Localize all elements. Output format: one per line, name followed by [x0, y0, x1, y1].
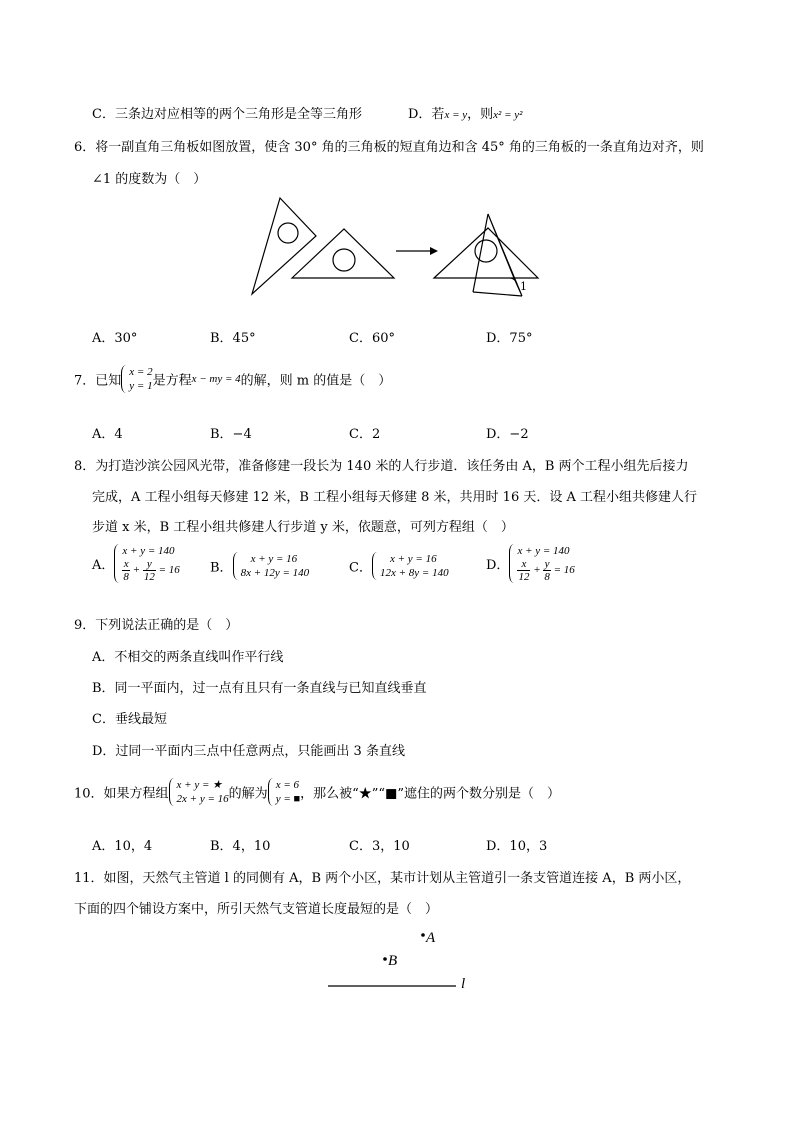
q8-option-d-row1: x + y = 140: [517, 545, 570, 557]
q8-stem-line2: 完成，A 工程小组每天修建 12 米，B 工程小组每天修建 8 米，共用时 16 天．设 A 工程小组共修建人行: [92, 490, 698, 505]
q7-option-a: A．4: [92, 427, 123, 442]
plus-sign: +: [132, 564, 141, 577]
frac-numerator: x: [517, 558, 530, 571]
q8-option-c: [349, 552, 449, 580]
q10-sys2-row2: y = ■: [275, 793, 301, 805]
q6-triangle-figure: [240, 192, 550, 300]
q5-option-d-prefix: D．若: [408, 107, 445, 122]
set-square-30: [252, 198, 316, 294]
q8-option-d: [486, 544, 575, 583]
equals-value: = 16: [553, 564, 575, 577]
q8-option-b-system: [233, 552, 310, 580]
q7-option-b: B．−4: [210, 427, 252, 442]
q9-option-a: A．不相交的两条直线叫作平行线: [92, 650, 284, 665]
q8-option-a-label: A．: [92, 558, 115, 573]
q6-stem-line1: 6．将一副直角三角板如图放置，使含 30° 角的三角板的短直角边和含 45° 角的三角板的一条直角边对齐，则: [74, 140, 704, 155]
combined-30-base: [473, 292, 522, 296]
frac-numerator: y: [143, 558, 156, 571]
q5-option-d: [408, 103, 522, 122]
q8-option-c-label: C．: [349, 560, 372, 576]
q8-option-c-row2: 12x + 8y = 140: [379, 567, 449, 579]
q7-option-c: C．2: [349, 427, 381, 442]
q7-sys-row2: y = 1: [129, 380, 153, 392]
q7-suffix: 的解，则 m 的值是（ ）: [240, 373, 392, 389]
q10-sys1-row2: 2x + y = 16: [176, 793, 229, 805]
set-square-30-hole: [278, 223, 298, 243]
q8-option-d-system: [509, 544, 574, 583]
q8-option-b-row1: x + y = 16: [250, 553, 298, 565]
frac-denominator: 12: [143, 571, 155, 583]
q10-option-b: B．4，10: [210, 839, 271, 854]
equals-value: = 16: [158, 564, 180, 577]
q10-solution-system: [268, 778, 300, 806]
q9-option-c: C．垂线最短: [92, 712, 167, 727]
q6-option-d: D．75°: [486, 331, 533, 346]
frac-numerator: x: [123, 558, 129, 570]
q7-stem: [74, 365, 391, 393]
combined-45-square: [434, 228, 538, 278]
q10-option-c: C．3，10: [349, 839, 410, 854]
q8-option-b-row2: 8x + 12y = 140: [240, 567, 310, 579]
q7-sys-row1: x = 2: [129, 366, 153, 378]
q8-option-a-system: [114, 544, 179, 583]
point-a-label: A: [426, 930, 436, 946]
q8-option-c-row1: x + y = 16: [389, 553, 437, 565]
q10-option-a: A．10，4: [92, 839, 153, 854]
q5-option-d-condition: x = y: [444, 109, 468, 121]
q6-stem-line2: ∠1 的度数为（ ）: [92, 172, 207, 187]
q8-option-d-label: D．: [486, 558, 510, 573]
q10-sys2-row1: x = 6: [275, 779, 299, 791]
q5-option-c: C．三条边对应相等的两个三角形是全等三角形: [92, 107, 362, 122]
arrow-head-icon: [430, 247, 438, 255]
q10-suffix: ，那么被“★”“■”遮住的两个数分别是（ ）: [300, 786, 561, 802]
point-b-dot: [383, 957, 387, 961]
q8-option-b: [210, 552, 309, 580]
q8-option-b-label: B．: [210, 560, 233, 576]
q6-option-c: C．60°: [349, 331, 395, 346]
set-square-45-hole: [333, 249, 355, 271]
q8-option-a-row1: x + y = 140: [122, 545, 175, 557]
q7-prefix: 7．已知: [74, 373, 122, 389]
q7-equation: x − my = 4: [191, 373, 241, 385]
q8-stem-line1: 8．为打造沙滨公园风光带，准备修建一段长为 140 米的人行步道．该任务由 A，B 两个工程小组先后接力: [74, 459, 689, 474]
frac-denominator: 8: [544, 571, 550, 583]
q7-solution-system: [121, 365, 152, 393]
q8-option-a: [92, 544, 180, 583]
q10-middle: 的解为: [228, 786, 268, 802]
q5-option-d-result: x² = y²: [493, 109, 523, 121]
q6-option-a: A．30°: [92, 331, 138, 346]
q10-option-d: D．10，3: [486, 839, 548, 854]
point-a-dot: [421, 933, 425, 937]
q10-sys1-row1: x + y = ★: [176, 779, 223, 791]
q11-stem-line1: 11．如图，天然气主管道 l 的同侧有 A，B 两个小区，某市计划从主管道引一条支管道连接 A，B 两小区，: [74, 871, 691, 886]
plus-sign: +: [533, 564, 541, 577]
q9-option-d: D．过同一平面内三点中任意两点，只能画出 3 条直线: [92, 744, 405, 759]
q9-stem: 9．下列说法正确的是（ ）: [74, 618, 239, 633]
q5-option-d-then: ，则: [467, 107, 494, 122]
q11-stem-line2: 下面的四个铺设方案中，所引天然气支管道长度最短的是（ ）: [74, 902, 439, 917]
frac-denominator: 8: [123, 571, 129, 583]
q8-stem-line3: 步道 x 米，B 工程小组共修建人行步道 y 米，依题意，可列方程组（ ）: [92, 520, 514, 535]
q10-stem: [74, 778, 560, 806]
q7-option-d: D．−2: [486, 427, 529, 442]
combined-hole: [475, 240, 497, 262]
angle-1-label: 1: [520, 280, 527, 293]
line-l-label: l: [461, 976, 466, 992]
point-b-label: B: [388, 953, 398, 969]
q8-option-c-system: [372, 552, 449, 580]
frac-denominator: 12: [518, 571, 530, 583]
q10-equation-system: [169, 778, 229, 806]
q7-middle: 是方程: [152, 373, 192, 389]
q6-option-b: B．45°: [210, 331, 256, 346]
q9-option-b: B．同一平面内，过一点有且只有一条直线与已知直线垂直: [92, 681, 427, 696]
frac-numerator: y: [544, 558, 550, 570]
q10-prefix: 10．如果方程组: [74, 786, 169, 802]
